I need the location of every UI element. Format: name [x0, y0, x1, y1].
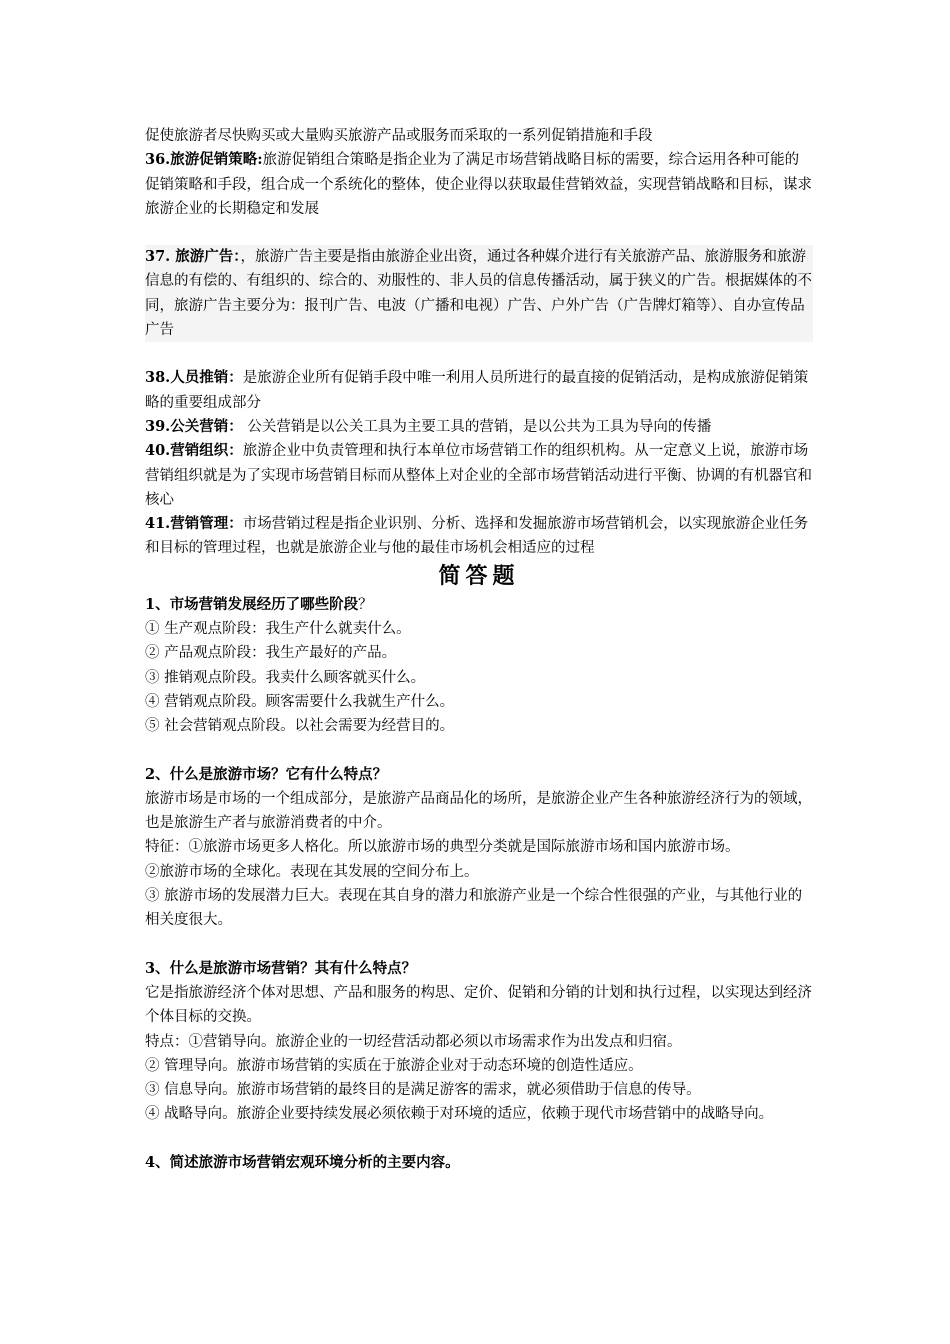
answer-3-line: ④ 战略导向。旅游企业要持续发展必须依赖于对环境的适应，依赖于现代市场营销中的战略导向。 — [145, 1106, 774, 1123]
term-36-definition: 旅游促销组合策略是指企业为了满足市场营销战略目标的需要，综合运用各种可能的促销策略和手段，组合成一个系统化的整体，使企业得以获取最佳营销效益，实现营销战略和目标，谋求旅游企业的长期稳定和发展 — [145, 152, 812, 217]
answer-1-item: ④ 营销观点阶段。顾客需要什么我就生产什么。 — [145, 693, 455, 710]
spacer — [145, 342, 813, 366]
section-heading: 简答题 — [438, 563, 520, 589]
term-37-separator: ： — [233, 248, 241, 266]
answer-1-item: ② 产品观点阶段：我生产最好的产品。 — [145, 645, 397, 662]
term-40-separator: ： — [228, 442, 243, 460]
question-1-title-mark: ？ — [358, 596, 373, 613]
term-39 — [145, 415, 813, 439]
answer-2-line: 特征：①旅游市场更多人格化。所以旅游市场的典型分类就是国际旅游市场和国内旅游市场。 — [145, 839, 740, 856]
question-1-title-text: 1、市场营销发展经历了哪些阶段 — [145, 595, 359, 613]
answer-3-line: ③ 信息导向。旅游市场营销的最终目的是满足游客的需求，就必须借助于信息的传导。 — [145, 1082, 701, 1099]
term-41-separator: ： — [228, 515, 243, 533]
term-39-definition: 公关营销是以公关工具为主要工具的营销，是以公共为工具为导向的传播 — [242, 418, 712, 435]
term-37-label: 37. 旅游广告 — [145, 248, 234, 266]
term-38-label: 38.人员推销 — [145, 369, 229, 387]
term-41-definition: 市场营销过程是指企业识别、分析、选择和发掘旅游市场营销机会，以实现旅游企业任务和目标的管理过程，也就是旅游企业与他的最佳市场机会相适应的过程 — [145, 516, 809, 557]
answer-1-item: ③ 推销观点阶段。我卖什么顾客就买什么。 — [145, 669, 426, 686]
spacer — [145, 739, 813, 763]
term-40-label: 40.营销组织 — [145, 442, 229, 460]
answer-3-line: 它是指旅游经济个体对思想、产品和服务的构思、定价、促销和分销的计划和执行过程，以实现达到经济个体目标的交换。 — [145, 984, 812, 1026]
term-38 — [145, 366, 813, 415]
term-36-label: 36.旅游促销策略 — [145, 151, 258, 169]
term-36 — [145, 148, 813, 221]
answer-2-line: ②旅游市场的全球化。表现在其发展的空间分布上。 — [145, 863, 479, 880]
term-41 — [145, 512, 813, 561]
term-40-definition: 旅游企业中负责管理和执行本单位市场营销工作的组织机构。从一定意义上说，旅游市场营销组织就是为了实现市场营销目标而从整体上对企业的全部市场营销活动进行平衡、协调的有机器官和核心 — [145, 443, 812, 508]
answer-3-line: 特点：①营销导向。旅游企业的一切经营活动都必须以市场需求作为出发点和归宿。 — [145, 1033, 682, 1050]
term-40 — [145, 439, 813, 512]
term-37-definition: ，旅游广告主要是指由旅游企业出资，通过各种媒介进行有关旅游产品、旅游服务和旅游信息的有偿的、有组织的、综合的、劝服性的、非人员的信息传播活动，属于狭义的广告。根据媒体的不同，旅游广告主要分为：报刊广告、电波（广播和电视）广告、户外广告（广告牌灯箱等）、自办宣传品广告 — [145, 249, 812, 339]
spacer — [145, 221, 813, 245]
term-39-separator: ： — [228, 417, 243, 435]
question-2-title: 2、什么是旅游市场？它有什么特点？ — [145, 765, 388, 783]
spacer — [145, 1127, 813, 1151]
answer-2-line: 旅游市场是市场的一个组成部分，是旅游产品商品化的场所，是旅游企业产生各种旅游经济行为的领域，也是旅游生产者与旅游消费者的中介。 — [145, 790, 812, 832]
term-36-separator: : — [257, 151, 263, 169]
question-1-title — [145, 593, 813, 617]
answer-1-item: ⑤ 社会营销观点阶段。以社会需要为经营目的。 — [145, 718, 455, 735]
answer-3-line: ② 管理导向。旅游市场营销的实质在于旅游企业对于动态环境的创造性适应。 — [145, 1057, 643, 1074]
term-38-separator: ： — [228, 369, 243, 387]
term-37 — [145, 245, 813, 342]
spacer — [145, 933, 813, 957]
question-4-title: 4、简述旅游市场营销宏观环境分析的主要内容。 — [145, 1153, 460, 1171]
document-body — [145, 124, 813, 1175]
answer-2-line: ③ 旅游市场的发展潜力巨大。表现在其自身的潜力和旅游产业是一个综合性很强的产业，与其他行业的相关度很大。 — [145, 888, 803, 929]
term-35-continuation: 促使旅游者尽快购买或大量购买旅游产品或服务而采取的一系列促销措施和手段 — [145, 128, 653, 144]
question-3-title: 3、什么是旅游市场营销？其有什么特点？ — [145, 959, 417, 977]
answer-1-item: ① 生产观点阶段：我生产什么就卖什么。 — [145, 621, 411, 638]
term-41-label: 41.营销管理 — [145, 515, 229, 533]
term-38-definition: 是旅游企业所有促销手段中唯一利用人员所进行的最直接的促销活动，是构成旅游促销策略的重要组成部分 — [145, 370, 809, 411]
term-39-label: 39.公关营销 — [145, 417, 229, 435]
